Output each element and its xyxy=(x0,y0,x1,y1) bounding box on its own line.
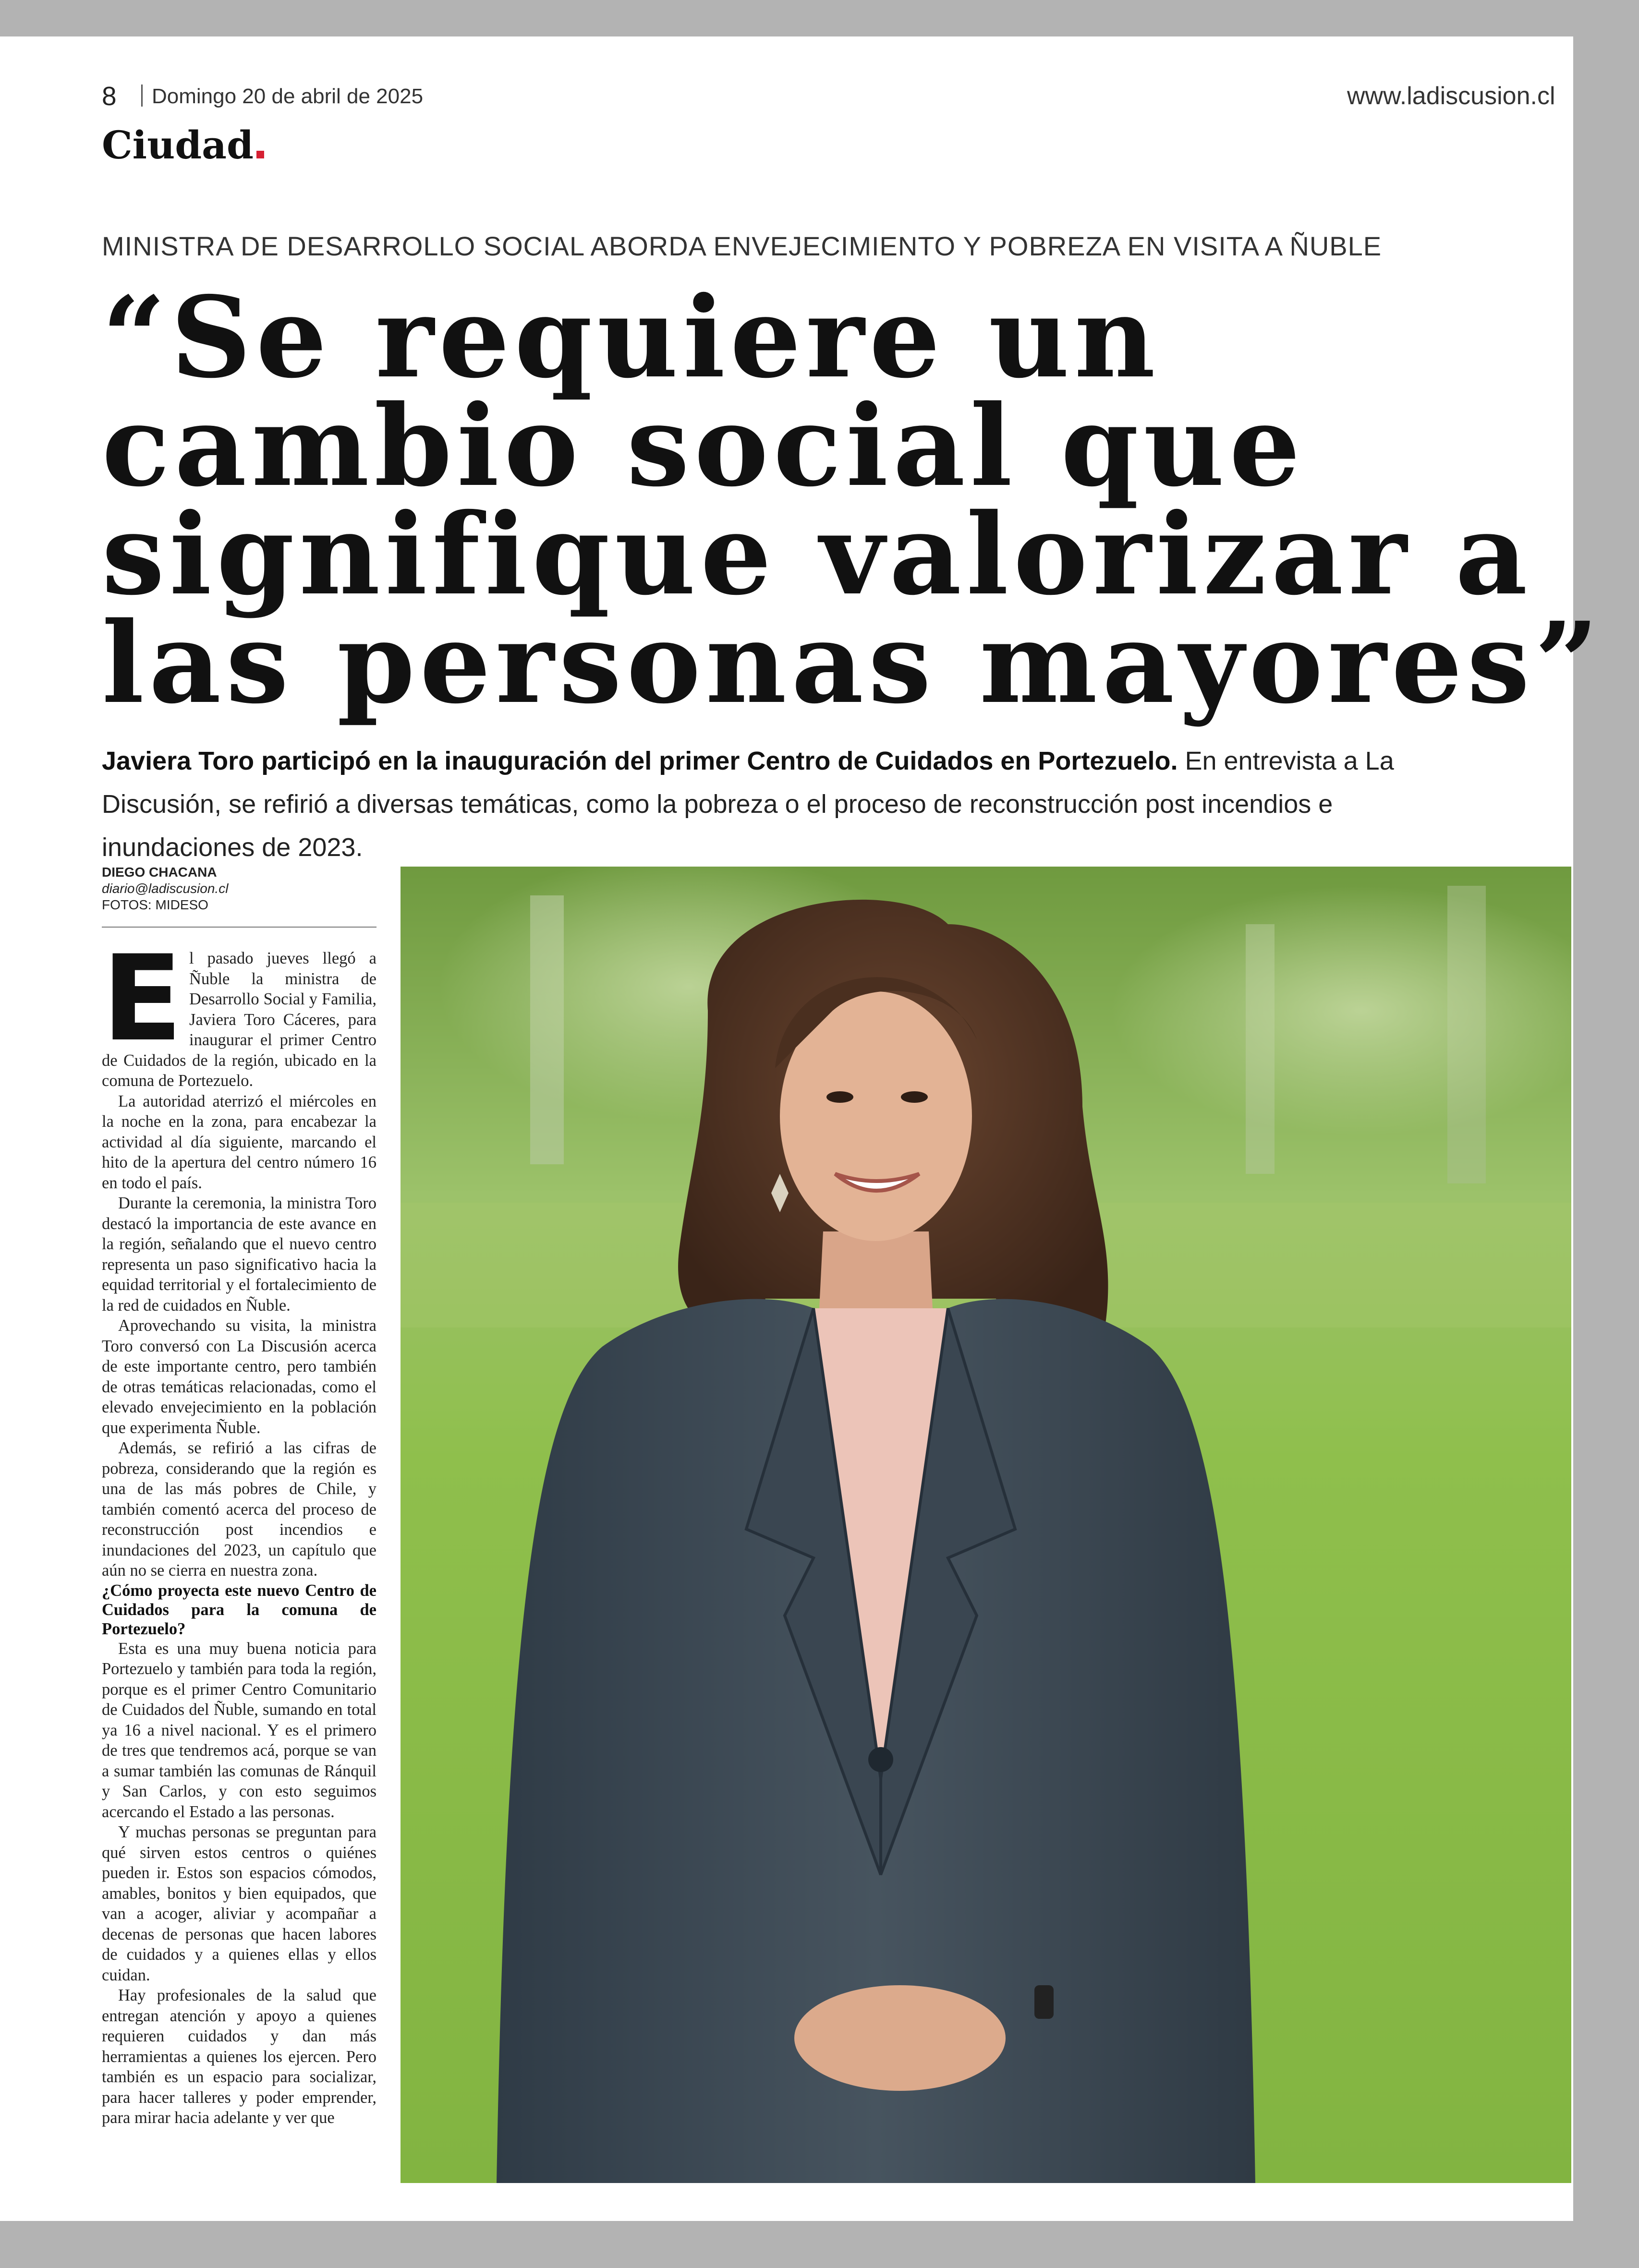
lead-bold: Javiera Toro participó en la inauguración del primer Centro de Cuidados en Portezuelo. xyxy=(102,747,1178,775)
interview-question: ¿Cómo proyecta este nuevo Centro de Cuidados para la comuna de Portezuelo? xyxy=(102,1581,376,1638)
body-paragraph: La autoridad aterrizó el miércoles en la noche en la zona, para encabezar la actividad al día siguiente, marcando el hito de la apertura del centro número 16 en todo el país. xyxy=(102,1092,376,1192)
article-body xyxy=(102,930,376,2128)
byline-photos: FOTOS: MIDESO xyxy=(102,897,208,912)
byline-email: diario@ladiscusion.cl xyxy=(102,881,229,896)
byline xyxy=(102,864,228,913)
body-paragraph: Hay profesionales de la salud que entregan atención y apoyo a quienes requieren cuidados y dan más herramientas a quienes los ejercen. Pero también es un espacio para socializar, para hacer talleres y poder emprender, para mirar hacia adelante y ver que xyxy=(102,1986,376,2127)
section-title xyxy=(102,122,264,168)
body-paragraph: Durante la ceremonia, la ministra Toro destacó la importancia de este avance en la región, señalando que el nuevo centro representa un paso significativo hacia la equidad territorial y el fortalecimiento de la red de cuidados en Ñuble. xyxy=(102,1194,376,1315)
drop-cap: E xyxy=(102,930,183,1068)
body-paragraph: Además, se refirió a las cifras de pobreza, considerando que la región es una de las más pobres de Chile, y también comentó acerca del proceso de reconstrucción post incendios e inundaciones del 2023, un capítulo que aún no se cierra en nuestra zona. xyxy=(102,1439,376,1580)
headline-line: signifique valorizar a xyxy=(102,489,1532,620)
issue-date: Domingo 20 de abril de 2025 xyxy=(152,84,424,108)
section-accent-dot xyxy=(256,151,264,158)
body-paragraph: Esta es una muy buena noticia para Portezuelo y también para toda la región, porque es el primer Centro Comunitario de Cuidados del Ñuble, sumando en total ya 16 a nivel nacional. Y es el primero de tres que tendremos acá, porque se van a sumar también las comunas de Ránquil y San Carlos, y con esto seguimos acercando el Estado a las personas. xyxy=(102,1639,376,1821)
page-number: 8 xyxy=(102,81,117,111)
portrait-photo xyxy=(401,867,1571,2183)
paragraph-text: l pasado jueves llegó a Ñuble la ministra de Desarrollo Social y Familia, Javiera Toro Cáceres, para inaugurar el primer Centro de Cuidados de la región, ubicado en la comuna de Portezuelo. xyxy=(102,949,376,1090)
portrait-illustration xyxy=(401,867,1571,2183)
article-headline xyxy=(102,272,1603,728)
header-separator xyxy=(141,84,143,107)
section-label: Ciudad xyxy=(102,122,254,168)
article-lead xyxy=(102,739,1475,869)
body-paragraph xyxy=(102,930,376,1091)
headline-line: las personas mayores” xyxy=(102,597,1603,728)
website-url: www.ladiscusion.cl xyxy=(1347,82,1555,110)
headline-line: “Se requiere un xyxy=(102,272,1160,403)
byline-author: DIEGO CHACANA xyxy=(102,865,217,880)
body-paragraph: Aprovechando su visita, la ministra Toro conversó con La Discusión acerca de este importante centro, pero también de otras temáticas relacionadas, como el elevado envejecimiento en la población que experimenta Ñuble. xyxy=(102,1316,376,1437)
byline-divider xyxy=(102,927,376,928)
body-paragraph: Y muchas personas se preguntan para qué sirven estos centros o quiénes pueden ir. Estos son espacios cómodos, amables, bonitos y bien equipados, que van a acoger, aliviar y acompañar a decenas de personas que hacen labores de cuidados y a quienes ellas y ellos cuidan. xyxy=(102,1823,376,1984)
article-kicker: MINISTRA DE DESARROLLO SOCIAL ABORDA ENVEJECIMIENTO Y POBREZA EN VISITA A ÑUBLE xyxy=(102,231,1382,261)
lead-text: En entrevista a La Discusión, se refirió a diversas temáticas, como la pobreza o el proceso de reconstrucción post incendios e inundaciones de 2023. xyxy=(102,747,1394,862)
headline-line: cambio social que xyxy=(102,380,1305,511)
